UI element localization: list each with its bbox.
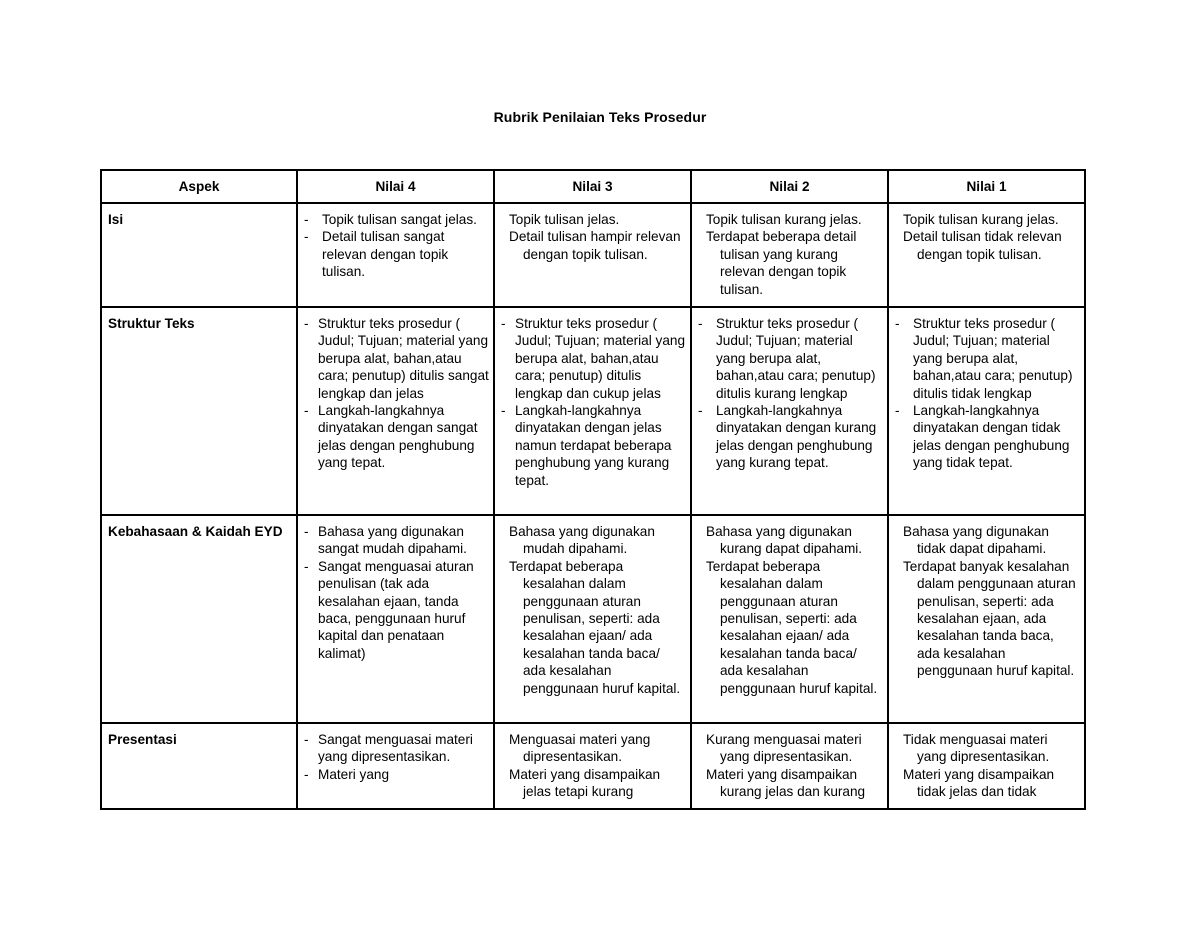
criteria-cell-nilai-1 [888,307,1085,515]
row-kebahasaan [101,515,1085,723]
criteria-cell-nilai-2 [691,723,888,809]
criteria-item: Terdapat beberapa detail tulisan yang kurang relevan dengan topik tulisan. [706,229,857,297]
criteria-item: Terdapat beberapa kesalahan dalam penggunaan aturan penulisan, seperti: ada kesalahan ejaan/ ada kesalahan tanda baca/ ada kesalahan penggunaan huruf kapital. [706,558,878,696]
row-isi [101,203,1085,307]
criteria-item: Detail tulisan tidak relevan dengan topik tulisan. [903,229,1062,262]
aspect-cell: Kebahasaan & Kaidah EYD [101,515,297,723]
criteria-item: Bahasa yang digunakan kurang dapat dipahami. [706,524,863,557]
criteria-item: - Sangat menguasai materi yang dipresentasikan. [304,731,489,766]
criteria-item: - Struktur teks prosedur ( Judul; Tujuan; material yang berupa alat, bahan,atau cara; penutup) ditulis tidak lengkap [895,315,1080,402]
criteria-item: - Detail tulisan sangat relevan dengan topik tulisan. [304,228,489,280]
criteria-item: Bahasa yang digunakan tidak dapat dipahami. [903,524,1049,557]
criteria-cell-nilai-4 [297,723,494,809]
criteria-item: - Langkah-langkahnya dinyatakan dengan jelas namun terdapat beberapa penghubung yang kurang tepat. [501,402,686,489]
criteria-cell-nilai-4 [297,307,494,515]
criteria-cell-nilai-1 [888,723,1085,809]
header-nilai-1: Nilai 1 [888,170,1085,203]
criteria-item: Bahasa yang digunakan mudah dipahami. [509,524,655,557]
criteria-item: - Materi yang [304,766,489,783]
header-nilai-4: Nilai 4 [297,170,494,203]
criteria-item: - Struktur teks prosedur ( Judul; Tujuan; material yang berupa alat, bahan,atau cara; penutup) ditulis lengkap dan cukup jelas [501,315,686,402]
aspect-cell: Struktur Teks [101,307,297,515]
criteria-cell-nilai-1 [888,203,1085,307]
criteria-item: - Langkah-langkahnya dinyatakan dengan tidak jelas dengan penghubung yang tidak tepat. [895,402,1080,472]
header-aspek: Aspek [101,170,297,203]
criteria-item: Detail tulisan hampir relevan dengan topik tulisan. [509,229,681,262]
criteria-cell-nilai-2 [691,307,888,515]
criteria-cell-nilai-4 [297,203,494,307]
criteria-item: Materi yang disampaikan jelas tetapi kurang [509,766,661,800]
criteria-cell-nilai-1 [888,515,1085,723]
criteria-item: Materi yang disampaikan tidak jelas dan tidak [903,766,1055,800]
criteria-item: - Langkah-langkahnya dinyatakan dengan sangat jelas dengan penghubung yang tepat. [304,402,489,472]
aspect-cell: Presentasi [101,723,297,809]
criteria-item: Topik tulisan kurang jelas. [903,212,1059,227]
criteria-item: Terdapat beberapa kesalahan dalam penggunaan aturan penulisan, seperti: ada kesalahan ejaan/ ada kesalahan tanda baca/ ada kesalahan penggunaan huruf kapital. [509,558,681,696]
criteria-item: Topik tulisan kurang jelas. [706,212,862,227]
row-presentasi [101,723,1085,809]
criteria-cell-nilai-3 [494,515,691,723]
criteria-item: Topik tulisan jelas. [509,212,620,227]
criteria-item: - Sangat menguasai aturan penulisan (tak ada kesalahan ejaan, tanda baca, penggunaan huruf kapital dan penataan kalimat) [304,558,489,662]
criteria-item: - Bahasa yang digunakan sangat mudah dipahami. [304,523,489,558]
criteria-cell-nilai-4 [297,515,494,723]
criteria-item: Menguasai materi yang dipresentasikan. [509,732,651,765]
criteria-item: - Langkah-langkahnya dinyatakan dengan kurang jelas dengan penghubung yang kurang tepat. [698,402,883,472]
header-row [101,170,1085,203]
criteria-cell-nilai-3 [494,203,691,307]
criteria-cell-nilai-2 [691,515,888,723]
criteria-item: Materi yang disampaikan kurang jelas dan kurang [706,766,866,800]
header-nilai-2: Nilai 2 [691,170,888,203]
criteria-item: Kurang menguasai materi yang dipresentasikan. [706,732,862,765]
criteria-item: - Topik tulisan sangat jelas. [304,211,489,228]
criteria-item: - Struktur teks prosedur ( Judul; Tujuan; material yang berupa alat, bahan,atau cara; penutup) ditulis kurang lengkap [698,315,883,402]
criteria-item: Terdapat banyak kesalahan dalam penggunaan aturan penulisan, seperti: ada kesalahan ejaan, ada kesalahan tanda baca, ada kesalahan penggunaan huruf kapital. [903,558,1076,679]
criteria-item: Tidak menguasai materi yang dipresentasikan. [903,732,1050,765]
rubric-table [100,169,1086,810]
criteria-cell-nilai-3 [494,723,691,809]
criteria-cell-nilai-3 [494,307,691,515]
document-title: Rubrik Penilaian Teks Prosedur [493,109,707,125]
row-struktur-teks [101,307,1085,515]
criteria-cell-nilai-2 [691,203,888,307]
criteria-item: - Struktur teks prosedur ( Judul; Tujuan; material yang berupa alat, bahan,atau cara; penutup) ditulis sangat lengkap dan jelas [304,315,489,402]
aspect-cell: Isi [101,203,297,307]
header-nilai-3: Nilai 3 [494,170,691,203]
